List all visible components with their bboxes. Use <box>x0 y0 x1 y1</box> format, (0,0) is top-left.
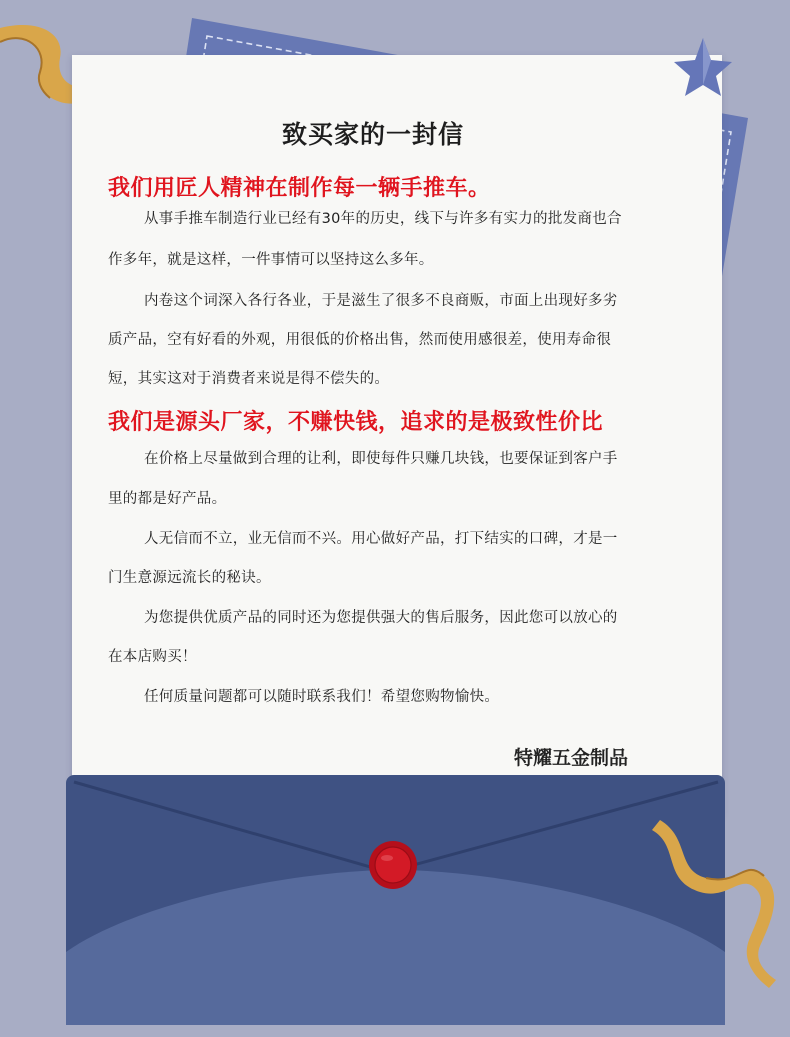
paragraph-1-line-2: 作多年，就是这样，一件事情可以坚持这么多年。 <box>108 252 434 268</box>
paragraph-1-line-1: 从事手推车制造行业已经有30年的历史，线下与许多有实力的批发商也合 <box>144 211 622 227</box>
paragraph-3-line-2: 里的都是好产品。 <box>108 491 227 507</box>
heading-source-factory: 我们是源头厂家，不赚快钱，追求的是极致性价比 <box>108 410 604 435</box>
paragraph-3-line-1: 在价格上尽量做到合理的让利，即使每件只赚几块钱，也要保证到客户手 <box>144 451 618 467</box>
paragraph-5-line-1: 为您提供优质产品的同时还为您提供强大的售后服务，因此您可以放心的 <box>144 610 618 626</box>
paragraph-2-line-3: 短，其实这对于消费者来说是得不偿失的。 <box>108 371 390 387</box>
paragraph-4-line-1: 人无信而不立，业无信而不兴。用心做好产品，打下结实的口碑，才是一 <box>144 531 618 547</box>
heading-craftsmanship: 我们用匠人精神在制作每一辆手推车。 <box>108 176 491 201</box>
paragraph-5-line-2: 在本店购买！ <box>108 649 197 665</box>
letter-title: 致买家的一封信 <box>282 120 465 149</box>
paragraph-4-line-2: 门生意源远流长的秘诀。 <box>108 570 271 586</box>
signature: 特耀五金制品 <box>514 747 629 769</box>
paragraph-6-line-1: 任何质量问题都可以随时联系我们！希望您购物愉快。 <box>144 689 500 705</box>
paragraph-2-line-2: 质产品，空有好看的外观，用很低的价格出售，然而使用感很差，使用寿命很 <box>108 332 612 348</box>
paragraph-2-line-1: 内卷这个词深入各行各业，于是滋生了很多不良商贩，市面上出现好多劣 <box>144 293 618 309</box>
